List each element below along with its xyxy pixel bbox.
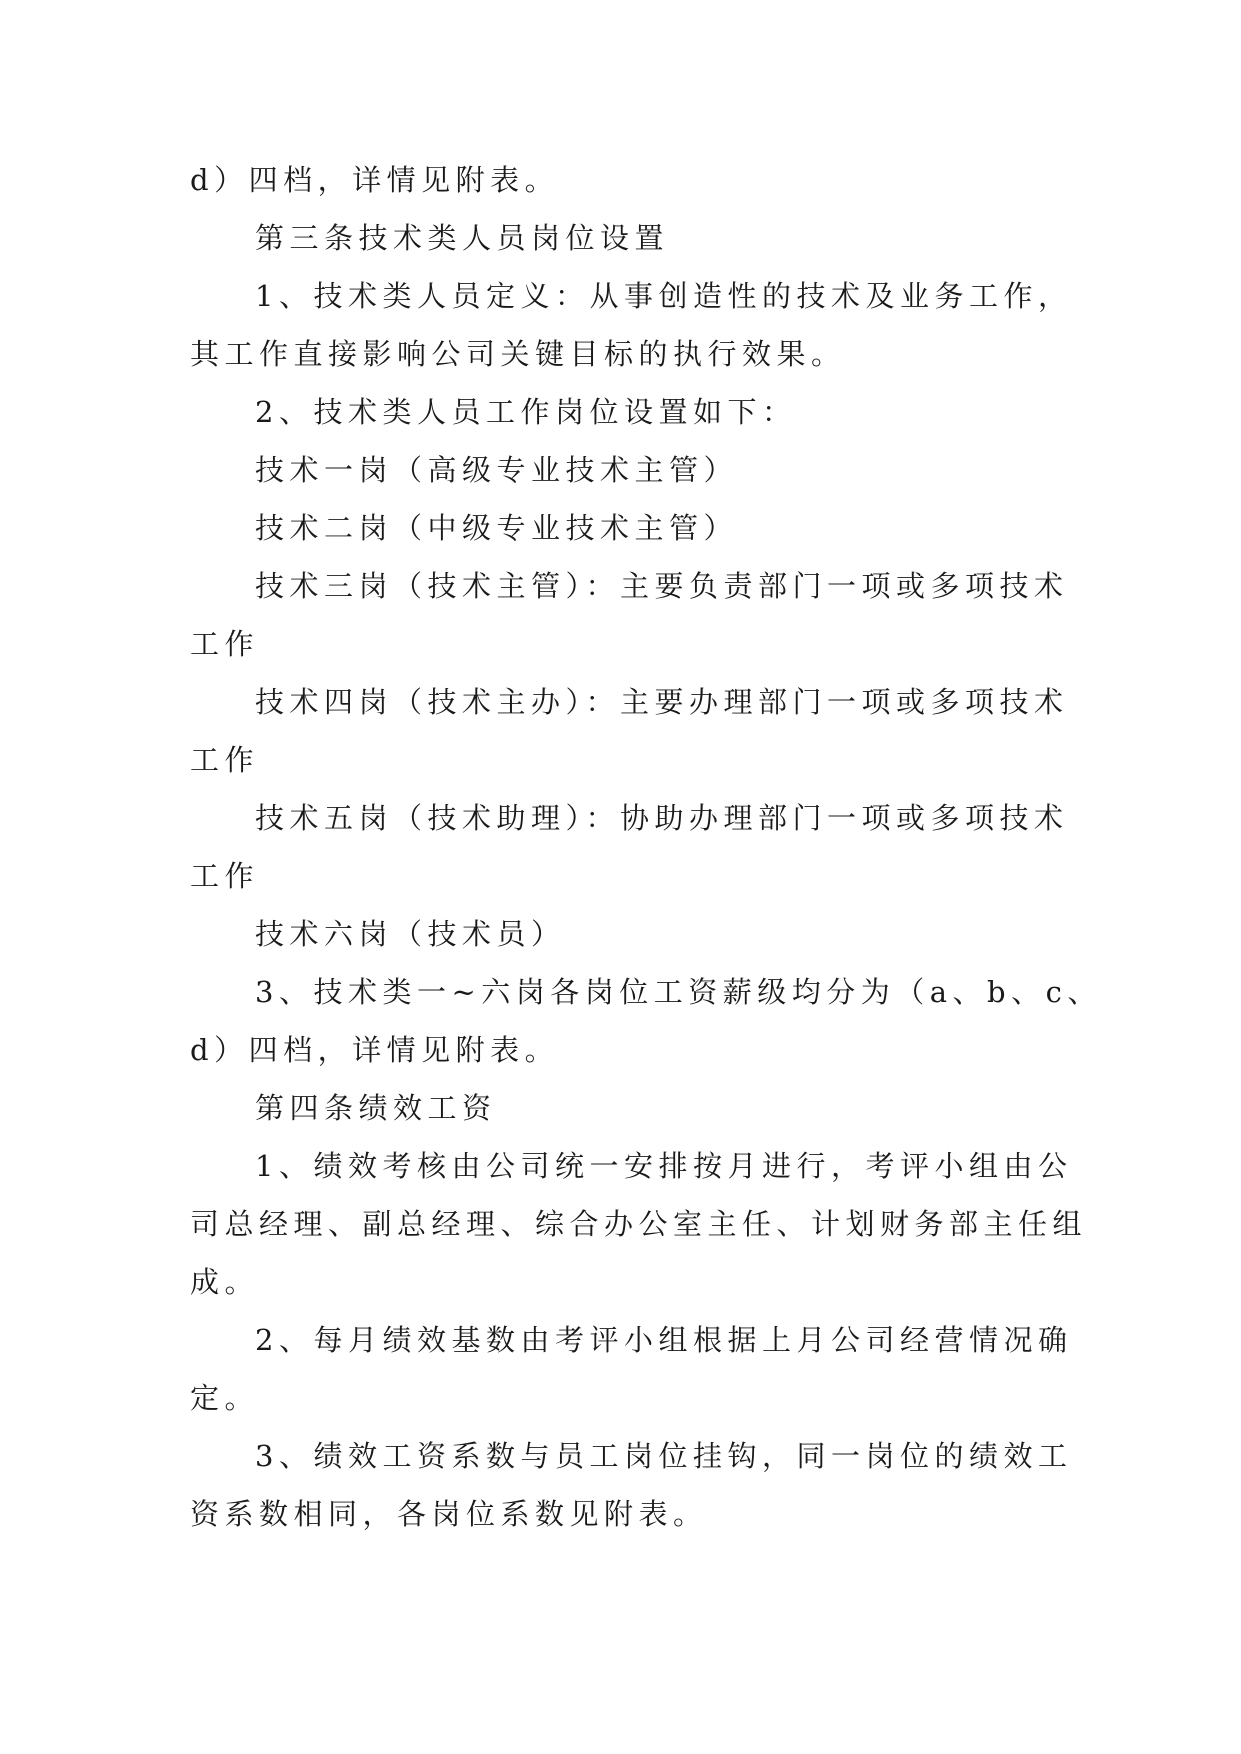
text-line-16: d）四档，详情见附表。 (190, 1033, 560, 1067)
section-heading-article-4: 第四条绩效工资 (255, 1091, 497, 1125)
text-line-20: 成。 (190, 1265, 260, 1299)
text-line-6: 技术一岗（高级专业技术主管） (255, 453, 739, 487)
text-line-4: 其工作直接影响公司关键目标的执行效果。 (190, 337, 846, 371)
text-line-18: 1、绩效考核由公司统一安排按月进行，考评小组由公 (255, 1149, 1073, 1183)
text-line-22: 定。 (190, 1381, 260, 1415)
text-line-23: 3、绩效工资系数与员工岗位挂钩，同一岗位的绩效工 (255, 1439, 1073, 1473)
text-line-10: 技术四岗（技术主办）：主要办理部门一项或多项技术 (255, 685, 1069, 719)
text-line-21: 2、每月绩效基数由考评小组根据上月公司经营情况确 (255, 1323, 1073, 1357)
text-line-14: 技术六岗（技术员） (255, 917, 566, 951)
text-line-9: 工作 (190, 627, 260, 661)
text-line-24: 资系数相同，各岗位系数见附表。 (190, 1497, 708, 1531)
section-heading-article-3: 第三条技术类人员岗位设置 (255, 221, 670, 255)
text-line-11: 工作 (190, 743, 260, 777)
text-line-8: 技术三岗（技术主管）：主要负责部门一项或多项技术 (255, 569, 1069, 603)
text-line-19: 司总经理、副总经理、综合办公室主任、计划财务部主任组 (190, 1207, 1088, 1241)
text-line-5: 2、技术类人员工作岗位设置如下： (255, 395, 797, 429)
text-line-15: 3、技术类一~六岗各岗位工资薪级均分为（a、b、c、 (255, 975, 1102, 1009)
text-line-12: 技术五岗（技术助理）：协助办理部门一项或多项技术 (255, 801, 1069, 835)
text-line-13: 工作 (190, 859, 260, 893)
text-line-3: 1、技术类人员定义：从事创造性的技术及业务工作， (255, 279, 1073, 313)
text-line-7: 技术二岗（中级专业技术主管） (255, 511, 739, 545)
text-line-1: d）四档，详情见附表。 (190, 163, 560, 197)
